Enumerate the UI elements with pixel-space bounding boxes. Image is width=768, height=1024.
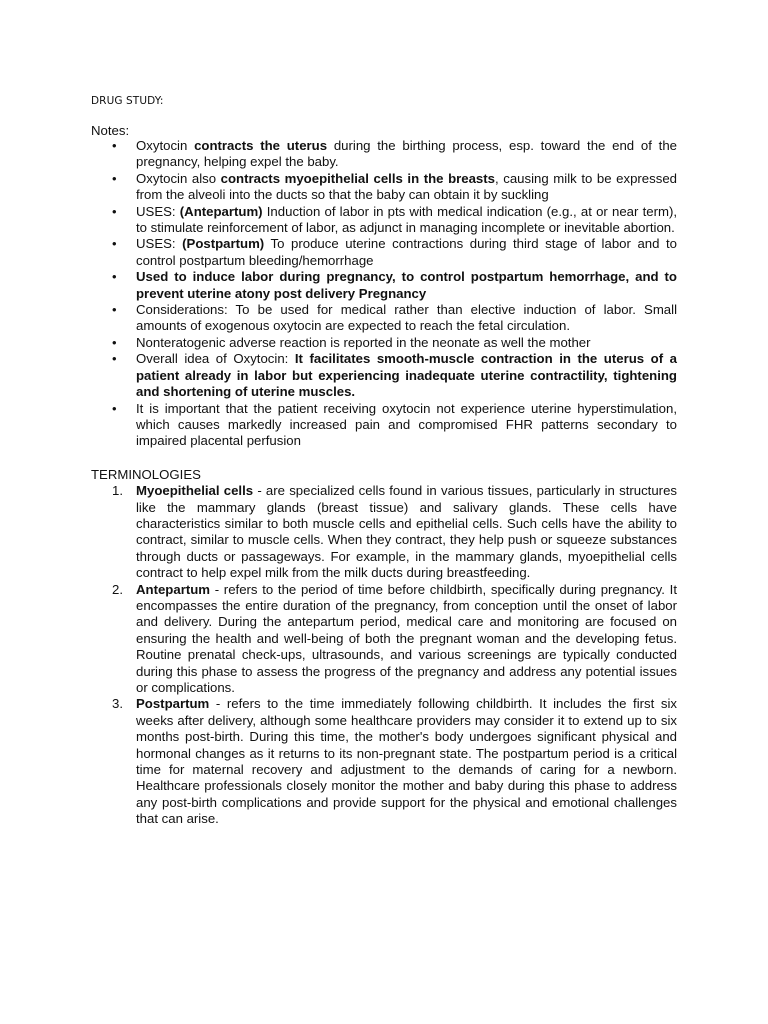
term-name: Myoepithelial cells [136, 483, 254, 499]
term-name: Antepartum [136, 581, 210, 597]
note-text: USES: [136, 236, 183, 252]
note-text: It is important that the patient receiving oxytocin not experience uterine hyperstimulation, which causes markedly increased pain and compromised FHR patterns secondary to impaired placental perfusion [136, 400, 677, 449]
term-number: 2. [112, 581, 123, 597]
note-text: Considerations: To be used for medical rather than elective induction of labor. Small amounts of exogenous oxytocin are expected to reach the fetal circulation. [136, 302, 677, 334]
note-item [91, 351, 677, 400]
note-item [91, 302, 677, 335]
note-text: Overall idea of Oxytocin: [136, 351, 295, 367]
note-item [91, 335, 677, 351]
note-text: To produce uterine contractions during third stage of labor and to control postpartum bleeding/hemorrhage [136, 236, 677, 268]
note-emphasis: contracts myoepithelial cells in the breasts [220, 170, 495, 186]
term-definition: - refers to the time immediately following childbirth. It includes the first six weeks after delivery, although some healthcare providers may consider it to extend up to six months post-birth. During this time, the mother's body undergoes significant physical and hormonal changes as it returns to its non-pregnant state. The postpartum period is a critical time for maternal recovery and adjustment to the demands of caring for a newborn. Healthcare professionals closely monitor the mother and baby during this phase to address any post-birth complications and provide support for the physical and emotional challenges that can arise. [136, 696, 677, 827]
term-definition: - are specialized cells found in various tissues, particularly in structures like the mammary glands (breast tissue) and salivary glands. These cells have characteristics similar to both muscle cells and epithelial cells. Such cells have the ability to contract, similar to muscle cells. When they contract, they help push or squeeze substances through ducts or passageways. For example, in the mammary glands, myoepithelial cells contract to help expel milk from the milk ducts during breastfeeding. [136, 483, 677, 581]
note-text: Oxytocin also [136, 170, 221, 186]
note-text: , causing milk to be expressed from the alveoli into the ducts so that the baby can obtain it by suckling [136, 170, 677, 203]
note-item [91, 269, 677, 302]
note-item [91, 204, 677, 237]
notes-list [91, 138, 677, 450]
document-content [91, 138, 677, 828]
term-item [91, 483, 677, 581]
term-name: Postpartum [136, 696, 210, 712]
note-item [91, 171, 677, 204]
note-item [91, 138, 677, 171]
note-emphasis: (Postpartum) [182, 236, 265, 252]
note-text: during the birthing process, esp. toward the end of the pregnancy, helping expel the baby. [136, 138, 677, 170]
term-item [91, 582, 677, 697]
note-emphasis: contracts the uterus [194, 138, 328, 153]
note-item [91, 401, 677, 450]
term-number: 1. [112, 483, 123, 499]
note-text: Oxytocin [136, 138, 195, 153]
term-definition: - refers to the period of time before childbirth, specifically during pregnancy. It encompasses the entire duration of the pregnancy, from conception until the onset of labor and delivery. During the antepartum period, medical care and monitoring are focused on ensuring the health and well-being of both the pregnant woman and the developing fetus. Routine prenatal check-ups, ultrasounds, and various screenings are typically conducted during this phase to assess the progress of the pregnancy and address any potential issues or complications. [136, 581, 677, 695]
terminologies-title: TERMINOLOGIES [91, 466, 201, 482]
note-item [91, 236, 677, 269]
note-text: Induction of labor in pts with medical indication (e.g., at or near term), to stimulate reinforcement of labor, as adjunct in managing incomplete or inevitable abortion. [136, 203, 677, 236]
term-number: 3. [112, 696, 123, 712]
note-text: USES: [136, 203, 180, 219]
note-emphasis: It facilitates smooth-muscle contraction in the uterus of a patient already in labor but experiencing inadequate uterine contractility, tightening and shortening of uterine muscles. [136, 351, 677, 400]
term-item [91, 696, 677, 827]
document-header: DRUG STUDY: [91, 95, 164, 107]
note-emphasis: Used to induce labor during pregnancy, to control postpartum hemorrhage, and to prevent uterine atony post delivery Pregnancy [136, 269, 677, 301]
note-emphasis: (Antepartum) [179, 203, 263, 219]
terminologies-list [91, 483, 677, 828]
notes-label: Notes: [91, 123, 130, 138]
note-text: Nonteratogenic adverse reaction is reported in the neonate as well the mother [136, 334, 591, 350]
